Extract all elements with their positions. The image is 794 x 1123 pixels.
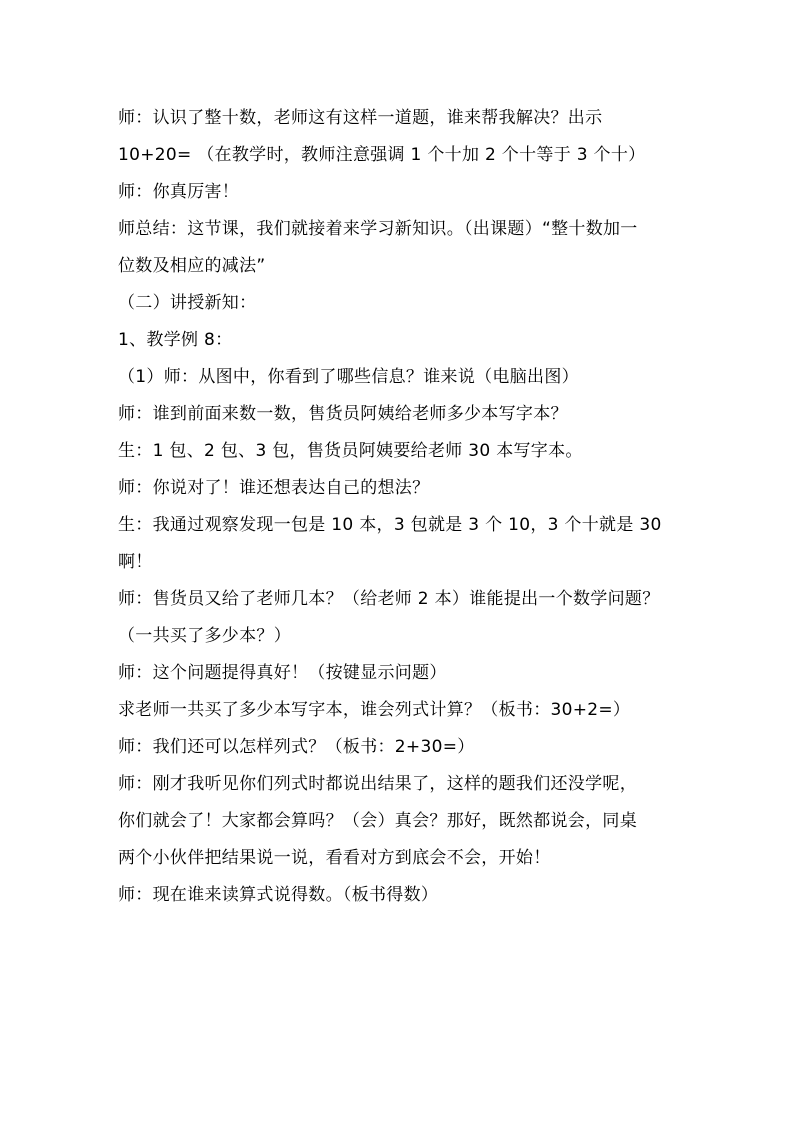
paragraph-line: 师：谁到前面来数一数，售货员阿姨给老师多少本写字本？ (118, 404, 568, 424)
section-heading: （二）讲授新知： (118, 293, 257, 313)
paragraph-line: 师：刚才我听见你们列式时都说出结果了，这样的题我们还没学呢， (118, 774, 637, 794)
paragraph-line: 师：你真厉害！ (118, 182, 240, 202)
paragraph-line: 师：现在谁来读算式说得数。（板书得数） (118, 885, 439, 905)
paragraph-line: 生：1 包、2 包、3 包，售货员阿姨要给老师 30 本写字本。 (118, 441, 583, 461)
paragraph-line: （一共买了多少本？） (118, 626, 291, 646)
paragraph-line: 两个小伙伴把结果说一说，看看对方到底会不会，开始！ (118, 848, 551, 868)
paragraph-line: 生：我通过观察发现一包是 10 本，3 包就是 3 个 10，3 个十就是 30 (118, 515, 662, 535)
document-body (118, 100, 678, 914)
paragraph-line: 师：售货员又给了老师几本？（给老师 2 本）谁能提出一个数学问题？ (118, 589, 660, 609)
paragraph-line: 师总结：这节课，我们就接着来学习新知识。（出课题）“整十数加一 (118, 219, 638, 239)
paragraph-line: 10+20= （在教学时，教师注意强调 1 个十加 2 个十等于 3 个十） (118, 145, 646, 165)
paragraph-line: 啊！ (118, 552, 153, 572)
paragraph-line: 你们就会了！大家都会算吗？（会）真会？那好，既然都说会，同桌 (118, 811, 637, 831)
paragraph-line: （1）师：从图中，你看到了哪些信息？谁来说（电脑出图） (118, 367, 579, 387)
paragraph-line: 师：认识了整十数，老师这有这样一道题，谁来帮我解决？出示 (118, 108, 603, 128)
paragraph-line: 师：你说对了！谁还想表达自己的想法？ (118, 478, 430, 498)
paragraph-line: 位数及相应的减法” (118, 256, 266, 276)
paragraph-line: 求老师一共买了多少本写字本，谁会列式计算？（板书：30+2=） (118, 700, 631, 720)
paragraph-line: 师：这个问题提得真好！（按键显示问题） (118, 663, 447, 683)
subsection-heading: 1、教学例 8： (118, 330, 233, 350)
paragraph-line: 师：我们还可以怎样列式？（板书：2+30=） (118, 737, 475, 757)
